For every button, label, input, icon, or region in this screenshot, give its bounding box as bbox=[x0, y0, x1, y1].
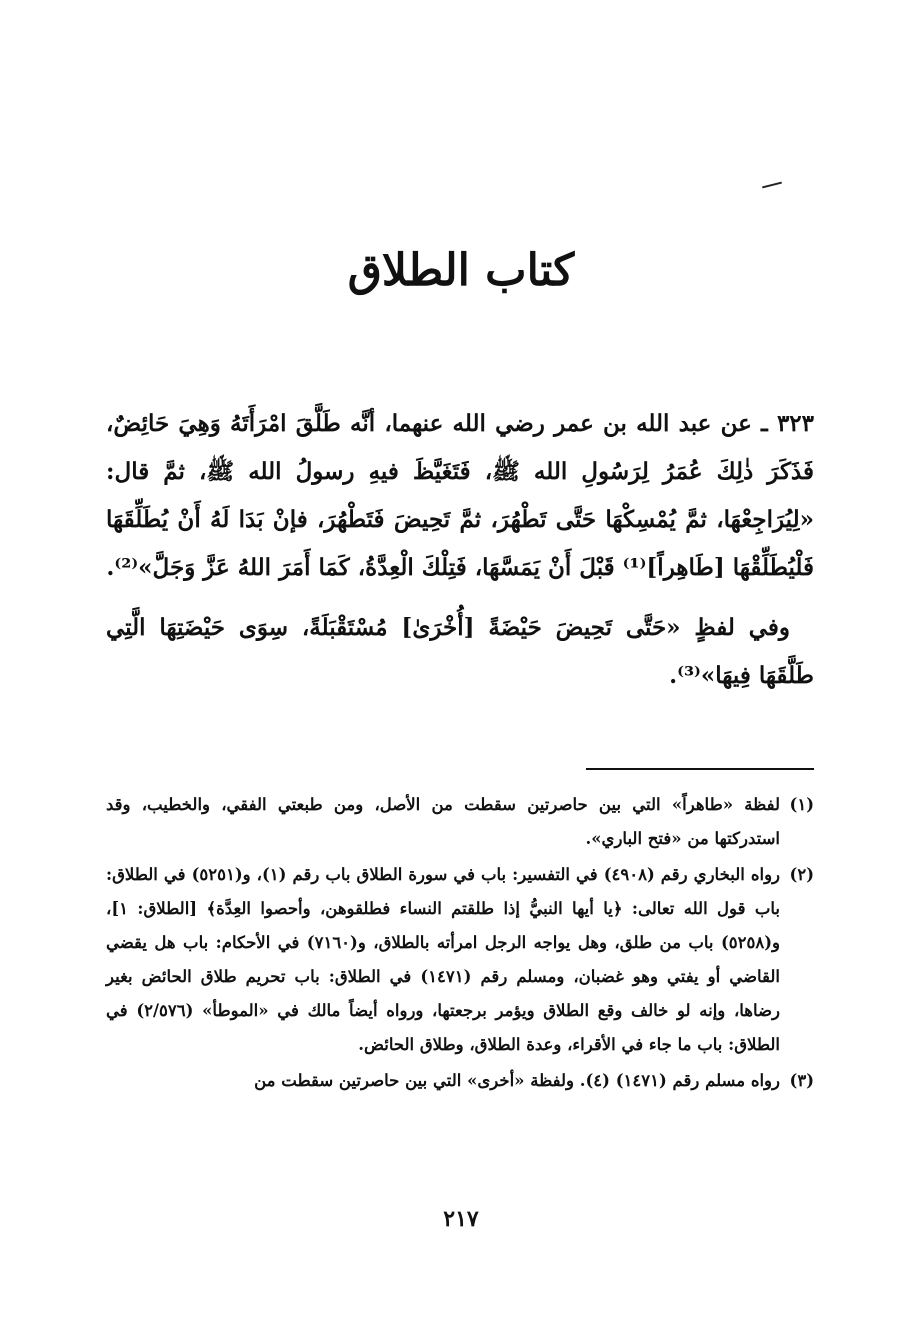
scan-mark bbox=[762, 182, 782, 189]
footnote-divider bbox=[586, 768, 814, 770]
footnote-text: لفظة «طاهراً» التي بين حاصرتين سقطت من الأصل، ومن طبعتي الفقي، والخطيب، وقد استدركتها من «فتح الباري». bbox=[106, 795, 780, 848]
footnote-2 bbox=[106, 858, 814, 1062]
footnotes bbox=[106, 788, 814, 1100]
footnote-number: (٢) bbox=[789, 865, 814, 884]
hadith-paragraph-1: ٣٢٣ ـ عن عبد الله بن عمر رضي الله عنهما، أنَّه طَلَّقَ امْرَأَتَهُ وَهِيَ حَائِضٌ، فَذَكَرَ ذٰلِكَ عُمَرُ لِرَسُولِ الله ﷺ، فَتَغَيَّظَ فيهِ رسولُ الله ﷺ، ثمَّ قال: «لِيُرَاجِعْهَا، ثمَّ يُمْسِكْهَا حَتَّى تَطْهُرَ، ثمَّ تَحِيضَ فَتَطْهُرَ، فإنْ بَدَا لَهُ أَنْ يُطَلِّقَهَا فَلْيُطَلِّقْهَا [طَاهِراً]⁽¹⁾ قَبْلَ أَنْ يَمَسَّهَا، فَتِلْكَ الْعِدَّةُ، كَمَا أَمَرَ اللهُ عَزَّ وَجَلَّ»⁽²⁾. bbox=[106, 410, 814, 581]
footnote-3 bbox=[106, 1064, 814, 1098]
footnote-1 bbox=[106, 788, 814, 856]
page-number: ٢١٧ bbox=[443, 1206, 479, 1232]
footnote-number: (١) bbox=[789, 795, 814, 814]
chapter-title: كتاب الطلاق bbox=[347, 245, 575, 296]
hadith-text bbox=[106, 400, 814, 700]
hadith-paragraph-2: وفي لفظٍ «حَتَّى تَحِيضَ حَيْضَةً [أُخْرَىٰ] مُسْتَقْبَلَةً، سِوَى حَيْضَتِهَا الَّتِي طَلَّقَهَا فِيهَا»⁽³⁾. bbox=[106, 614, 814, 689]
footnote-text: رواه مسلم رقم (١٤٧١) (٤). ولفظة «أخرى» التي بين حاصرتين سقطت من bbox=[254, 1071, 780, 1090]
footnote-number: (٣) bbox=[789, 1071, 814, 1090]
footnote-text: رواه البخاري رقم (٤٩٠٨) في التفسير: باب في سورة الطلاق باب رقم (١)، و(٥٢٥١) في الطلاق: باب قول الله تعالى: ﴿يا أيها النبيُّ إذا طلقتم النساء فطلقوهن، وأحصوا العِدَّة﴾ [الطلاق: ١]، و(٥٢٥٨) باب من طلق، وهل يواجه الرجل امرأته بالطلاق، و(٧١٦٠) في الأحكام: باب هل يقضي القاضي أو يفتي وهو غضبان، ومسلم رقم (١٤٧١) في الطلاق: باب تحريم طلاق الحائض بغير رضاها، وإنه لو خالف وقع الطلاق ويؤمر برجعتها، ورواه أيضاً مالك في «الموطأ» (٢/٥٧٦) في الطلاق: باب ما جاء في الأقراء، وعدة الطلاق، وطلاق الحائض. bbox=[106, 865, 781, 1054]
